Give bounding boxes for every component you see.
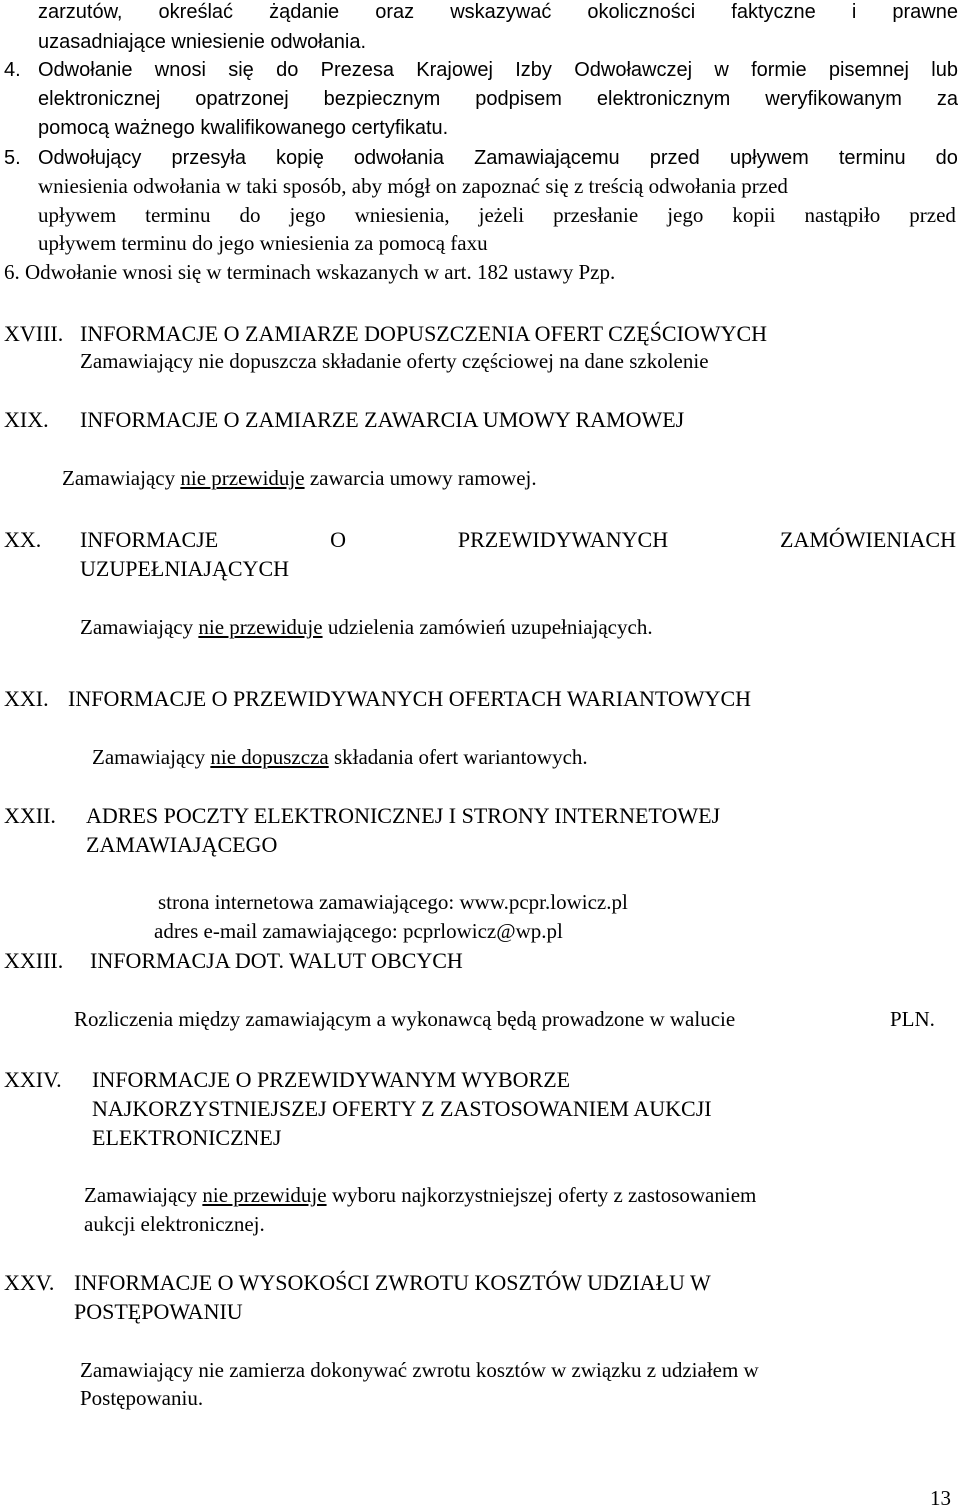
word: żądanie [269,1,340,23]
word: wniesienia, [354,203,450,227]
section-number: XXIII. [4,948,64,973]
word: i [851,1,857,23]
word: za [936,88,958,110]
word: jego [289,203,326,227]
section-number: XXII. [4,803,56,828]
text-line [38,89,958,109]
section-title: NAJKORZYSTNIEJSZEJ OFERTY Z ZASTOSOWANIEM AUKCJI [92,1096,712,1121]
word: w [714,59,729,81]
word: się [228,59,254,81]
word: Odwołujący [38,147,142,169]
word: do [239,203,261,227]
word: podpisem [475,88,562,110]
text-line: wniesienia odwołania w taki sposób, aby mógł on zapoznać się z treścią odwołania przed [38,174,788,198]
word: okoliczności [587,1,696,23]
word: terminu [838,147,906,169]
word: upływem [729,147,809,169]
word: zarzutów, [38,1,123,23]
word: INFORMACJE [80,527,219,552]
section-title: INFORMACJE O ZAMIARZE DOPUSZCZENIA OFERT CZĘŚCIOWYCH [80,321,768,346]
section-body: Zamawiający nie przewiduje zawarcia umowy ramowej. [62,466,537,490]
word: odwołania [353,147,444,169]
word: wskazywać [450,1,552,23]
word: jeżeli [478,203,525,227]
text-line [38,2,958,22]
section-body: Zamawiający nie zamierza dokonywać zwrotu kosztów w związku z udziałem w [80,1358,759,1382]
section-title: INFORMACJE O ZAMIARZE ZAWARCIA UMOWY RAMOWEJ [80,407,685,432]
section-title: INFORMACJE O WYSOKOŚCI ZWROTU KOSZTÓW UDZIAŁU W [74,1270,711,1295]
text-line: 6. Odwołanie wnosi się w terminach wskazanych w art. 182 ustawy Pzp. [4,260,616,284]
word: do [935,147,958,169]
word: opatrzonej [195,88,289,110]
section-title: POSTĘPOWANIU [74,1299,243,1324]
section-title: ELEKTRONICZNEJ [92,1125,282,1150]
text-line: uzasadniające wniesienie odwołania. [38,31,366,53]
text-line [38,205,956,226]
word: faktyczne [731,1,816,23]
section-body: Rozliczenia między zamawiającym a wykonawcą będą prowadzone w walucie [74,1007,736,1031]
word: jego [667,203,704,227]
word: PRZEWIDYWANYCH [457,527,669,552]
currency-value: PLN. [890,1007,935,1031]
word: oraz [375,1,415,23]
word: przed [909,203,956,227]
word: terminu [145,203,211,227]
word: formie [751,59,807,81]
section-body: Postępowaniu. [80,1386,204,1410]
word: elektronicznej [38,88,161,110]
section-body: aukcji elektronicznej. [84,1212,265,1236]
section-number: XXI. [4,686,49,711]
section-number: XVIII. [4,321,64,346]
list-number: 4. [4,59,21,81]
word: pisemnej [828,59,909,81]
word: prawne [892,1,958,23]
section-title: ZAMAWIAJĄCEGO [86,832,278,857]
text-line: upływem terminu do jego wniesienia za pomocą faxu [38,231,488,255]
word: upływem [38,203,117,227]
section-number: XX. [4,527,42,552]
section-title: ADRES POCZTY ELEKTRONICZNEJ I STRONY INTERNETOWEJ [86,803,721,828]
section-number: XIX. [4,407,49,432]
section-body: Zamawiający nie dopuszcza składanie oferty częściowej na dane szkolenie [80,349,709,373]
word: ZAMÓWIENIACH [780,527,956,552]
section-title: UZUPEŁNIAJĄCYCH [80,556,289,581]
word: przesyła [171,147,246,169]
text-line [38,148,958,168]
word: Izby [515,59,552,81]
email-line: adres e-mail zamawiającego: pcprlowicz@wp.pl [154,919,563,943]
list-number: 5. [4,147,21,169]
word: nastąpiło [804,203,881,227]
word: Krajowej [416,59,493,81]
section-number: XXV. [4,1270,55,1295]
section-title: INFORMACJE O PRZEWIDYWANYCH OFERTACH WARIANTOWYCH [68,686,751,711]
word: O [330,527,346,552]
section-number: XXIV. [4,1067,62,1092]
word: lub [931,59,958,81]
section-body: Zamawiający nie dopuszcza składania ofert wariantowych. [92,745,588,769]
section-title: INFORMACJA DOT. WALUT OBCYCH [90,948,463,973]
word: przesłanie [553,203,639,227]
word: kopii [732,203,776,227]
word: Odwołanie [38,59,133,81]
word: do [276,59,299,81]
website-line: strona internetowa zamawiającego: www.pcpr.lowicz.pl [158,890,628,914]
section-body: Zamawiający nie przewiduje udzielenia zamówień uzupełniających. [80,615,653,639]
text-line: pomocą ważnego kwalifikowanego certyfikatu. [38,117,449,139]
word: Prezesa [320,59,394,81]
section-title: INFORMACJE O PRZEWIDYWANYM WYBORZE [92,1067,571,1092]
word: określać [158,1,234,23]
word: weryfikowanym [765,88,902,110]
word: bezpiecznym [323,88,441,110]
word: Odwoławczej [574,59,693,81]
text-line [38,60,958,80]
page-number: 13 [930,1486,951,1510]
word: wnosi [154,59,206,81]
word: kopię [276,147,324,169]
section-title [80,529,956,551]
word: Zamawiającemu [474,147,620,169]
section-body: Zamawiający nie przewiduje wyboru najkorzystniejszej oferty z zastosowaniem [84,1183,757,1207]
word: przed [649,147,700,169]
word: elektronicznym [596,88,731,110]
